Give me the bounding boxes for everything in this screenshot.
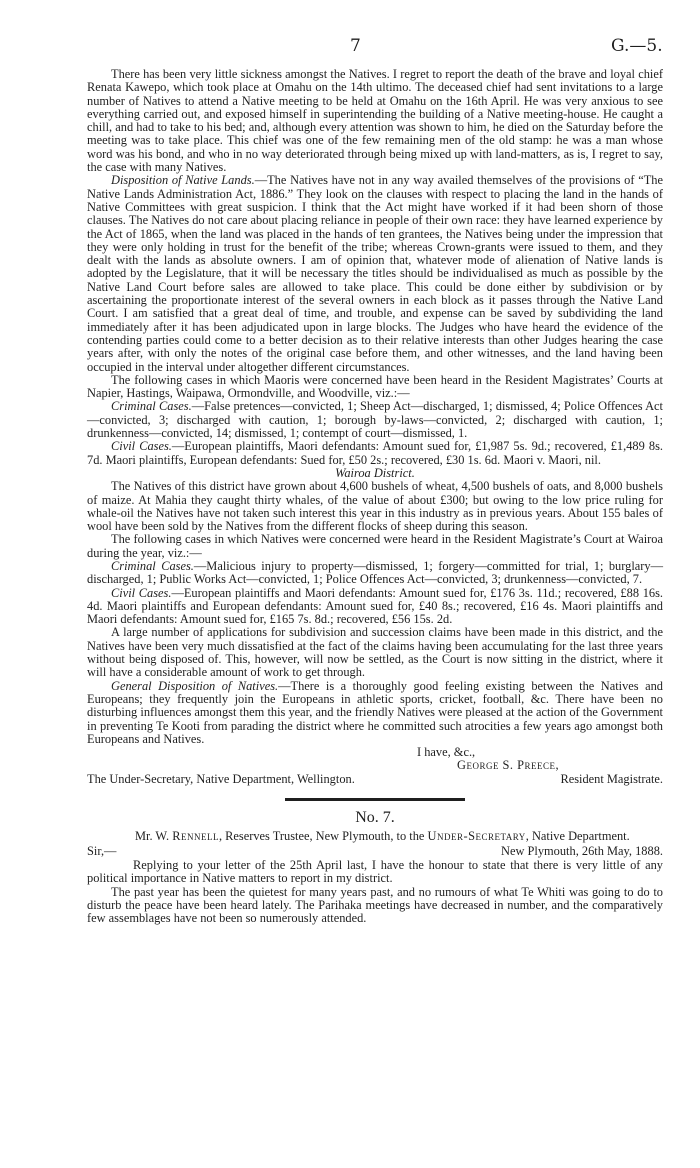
document-body xyxy=(87,68,663,925)
letter-paragraph-2: The past year has been the quietest for many years past, and no rumours of what Te Whiti was going to do to disturb the peace have been heard lately. The Parihaka meetings have decreased in number, and the comparatively few assemblages have not been so numerously attended. xyxy=(87,884,663,926)
wairoa-civil-heading: Civil Cases. xyxy=(111,585,172,600)
cases-intro-paragraph: The following cases in which Maoris were concerned have been heard in the Resident Magistrates’ Courts at Napier, Hastings, Waipawa, Ormondville, and Woodville, viz.:— xyxy=(87,372,663,401)
criminal-cases-text: —False pretences—convicted, 1; Sheep Act—discharged, 1; dismissed, 4; Police Offences Act—convicted, 3; discharged with caution, 1; borough by-laws—convicted, 2; discharged with caution, 1; drunkenness—convicted, 14; dismissed, 1; contempt of court—dismissed, 1. xyxy=(87,399,664,441)
letter-heading-prefix: Mr. W. xyxy=(135,829,173,844)
letter-heading-name: Rennell xyxy=(172,829,219,844)
wairoa-district-heading: Wairoa District. xyxy=(335,465,415,480)
addressee-line: The Under-Secretary, Native Department, Wellington. xyxy=(87,771,355,786)
place-date: New Plymouth, 26th May, 1888. xyxy=(501,843,663,858)
sickness-paragraph: There has been very little sickness amongst the Natives. I regret to report the death of the brave and loyal chief Renata Kawepo, which took place at Omahu on the 14th ultimo. The deceased chief had sent invitations to a large number of Natives to attend a Native meeting to be held at Omahu on the 16th April. He was very anxious to see everything carried out, and exposed himself in superintending the building of a Native meeting-house. He caught a chill, and had to take to his bed; and, although every attention was shown to him, he died on the Saturday before the meeting was to take place. This chief was one of the few remaining men of the old stamp: he was a man whose word was his bond, and who in no way deteriorated through being mixed up with land-matters, as is, I regret to say, the case with many Natives. xyxy=(87,67,663,175)
general-disposition-paragraph xyxy=(87,680,663,746)
wairoa-civil-paragraph xyxy=(87,587,663,627)
signature-block xyxy=(87,746,663,786)
wairoa-criminal-paragraph xyxy=(87,560,663,587)
signatory-name: George S. Preece, xyxy=(457,758,560,773)
letter-heading xyxy=(87,830,663,843)
wairoa-civil-text: —European plaintiffs and Maori defendants: Amount sued for, £176 3s. 11d.; recovered, £88 16s. 4d. Maori plaintiffs and European defendants: Amount sued for, £40 8s.; recovered, £16 4s. Maori plaintiffs and Maori defendants: Amount sued for, £165 7s. 8d.; recovered, £56 15s. 2d. xyxy=(87,585,663,627)
document-reference: G.—5. xyxy=(611,36,663,56)
salutation: Sir,— xyxy=(87,843,117,858)
civil-cases-heading: Civil Cases. xyxy=(111,439,172,454)
letter-number: No. 7. xyxy=(355,809,395,827)
section-divider xyxy=(285,798,465,801)
wairoa-cases-intro: The following cases in which Natives were concerned were heard in the Resident Magistrate’s Court at Wairoa during the year, viz.:— xyxy=(87,532,663,560)
subdivision-paragraph: A large number of applications for subdivision and succession claims have been made in this district, and the Natives have been very much dissatisfied at the fact of the claims having been accumulating for the last three years without being disposed of. This, however, will now be settled, as the Court is now sitting in the district, where it will have a considerable amount of work to get through. xyxy=(87,625,663,680)
letter-heading-suffix: , Native Department. xyxy=(525,829,630,844)
civil-cases-paragraph xyxy=(87,440,663,467)
wairoa-criminal-heading: Criminal Cases. xyxy=(111,558,194,573)
signature-row xyxy=(87,773,663,786)
disposition-paragraph xyxy=(87,174,663,373)
criminal-cases-heading: Criminal Cases. xyxy=(111,399,192,414)
letter-paragraph-1: Replying to your letter of the 25th April last, I have the honour to state that there is very little of any political importance in Native matters to report in my district. xyxy=(87,857,663,886)
disposition-heading: Disposition of Native Lands. xyxy=(111,173,255,188)
civil-cases-text: —European plaintiffs, Maori defendants: Amount sued for, £1,987 5s. 9d.; recovered, £1,489 8s. 7d. Maori plaintiffs, European defendants: Sued for, £50 2s.; recovered, £30 1s. 6d. Maori v. Maori, nil. xyxy=(87,439,663,467)
general-disposition-heading: General Disposition of Natives. xyxy=(111,678,279,693)
wairoa-produce-paragraph: The Natives of this district have grown about 4,600 bushels of wheat, 4,500 bushels of oats, and 8,000 bushels of maize. At Mahia they caught thirty whales, of the value of about £300; but owing to the low price ruling for whale-oil the Natives have not taken such interest this year in this industry as in previous years. About 155 bales of wool have been sold by the Natives from the different flocks of sheep during this season. xyxy=(87,479,663,534)
salutation-row xyxy=(87,845,663,858)
general-disposition-text: —There is a thoroughly good feeling existing between the Natives and Europeans; they frequently join the Europeans in athletic sports, cricket, football, &c. There have been no disturbing influences amongst them this year, and the friendly Natives were pleased at the action of the Government in preventing Te Kooti from parading the district where he committed such atrocities a few years ago amongst both Europeans and Natives. xyxy=(87,678,663,746)
signatory-title: Resident Magistrate. xyxy=(560,771,663,786)
page-number: 7 xyxy=(350,36,361,56)
closing-line: I have, &c., xyxy=(417,745,476,760)
letter-heading-mid: , Reserves Trustee, New Plymouth, to the xyxy=(218,829,428,844)
disposition-text: —The Natives have not in any way availed themselves of the provisions of “The Native Lands Administration Act, 1886.” They look on the clauses with respect to placing the land in the hands of Native Committees with great suspicion. I think that the Act might have worked if it had been shorn of those clauses. The Natives do not care about placing reliance in people of their own race: they have learned experience by the Act of 1865, when the land was placed in the hands of ten grantees, the Natives being under the impression that they were only holding in trust for the benefit of the tribe; whereas Crown-grants were issued to them, and they dealt with the lands as absolute owners. I am of opinion that, whatever mode of alienation of Native lands is adopted by the Legislature, that it will be necessary the titles should be individualised as much as possible by the Native Land Court before sales are allowed to take place. This could be done either by subdivision or by ascertaining the proportionate interest of the several owners in each block as it passes through the Native Land Court. I am satisfied that a great deal of time, and trouble, and expense can be saved by subdividing the land immediately after it has been adjudicated upon in large blocks. The Judges who have heard the evidence of the contending parties could come to a better decision as to their relative interests than other Judges hearing the case years after, with only the notes of the original case before them, and other witnesses, and the land having been occupied in the interval under altogether different circumstances. xyxy=(87,173,663,374)
wairoa-criminal-text: —Malicious injury to property—dismissed, 1; forgery—committed for trial, 1; burglary—discharged, 1; Public Works Act—convicted, 1; Police Offences Act—convicted, 3; drunkenness—convicted, 7. xyxy=(87,558,663,587)
criminal-cases-paragraph xyxy=(87,400,663,440)
letter-heading-recipient: Under-Secretary xyxy=(427,829,526,844)
